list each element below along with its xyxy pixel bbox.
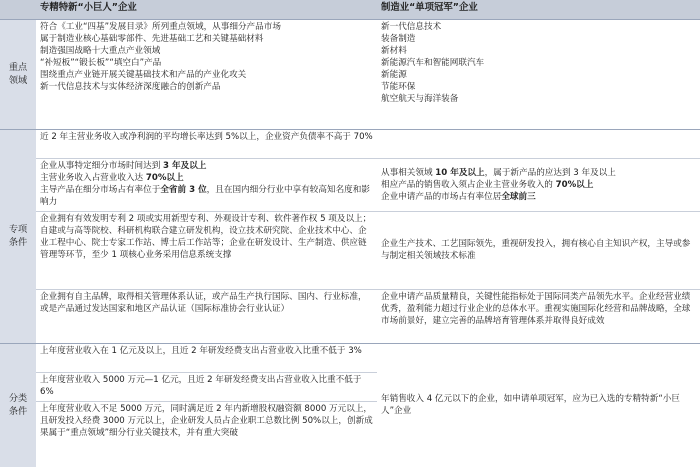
focus-left-item: 属于制造业核心基础零部件、先进基础工艺和关键基础材料 bbox=[40, 33, 373, 45]
special-row-4 bbox=[0, 290, 700, 344]
focus-left-item: 制造强国战略十大重点产业领域 bbox=[40, 45, 373, 57]
special-champion-tech-cell: 企业生产技术、工艺国际领先，重视研发投入，拥有核心自主知识产权，主导或参与制定相关领域技术标准 bbox=[377, 212, 700, 290]
focus-right-item: 新能源 bbox=[381, 69, 696, 81]
focus-right-item: 节能环保 bbox=[381, 81, 696, 93]
focus-left-item: 符合《工业“四基”发展目录》所列重点领域，从事细分产品市场 bbox=[40, 21, 373, 33]
focus-right-item: 新能源汽车和智能网联汽车 bbox=[381, 57, 696, 69]
special-innovation-cell: 企业拥有有效发明专利 2 项或实用新型专利、外观设计专利、软件著作权 5 项及以上；自建或与高等院校、科研机构联合建立研发机构，设立技术研究院、企业技术中心、企业工程中心、院士专家工作站、博士后工作站等；企业在研发设计、生产制造、供应链管理等环节，至少 1 项核心业务采用信息系统支撑 bbox=[36, 212, 377, 290]
header-single-champion: 制造业“单项冠军”企业 bbox=[377, 0, 700, 20]
special-row-2 bbox=[0, 159, 700, 212]
focus-left-item: 围绕重点产业链开展关键基础技术和产品的产业化攻关 bbox=[40, 69, 373, 81]
emphasis-text: 70%以上 bbox=[146, 173, 184, 183]
focus-right-item: 新一代信息技术 bbox=[381, 21, 696, 33]
special-market-cell: 企业从事特定细分市场时间达到 3 年及以上 主营业务收入占营业收入达 70%以上 主导产品在细分市场占有率位于全省前 3 位，且在国内细分行业中享有较高知名度和影响力 bbox=[36, 159, 377, 212]
special-row-3 bbox=[0, 212, 700, 290]
label-special-conditions: 专项 条件 bbox=[0, 130, 36, 344]
focus-row bbox=[0, 20, 700, 130]
category-champion-cell: 年销售收入 4 亿元以下的企业，如申请单项冠军，应为已入选的专精特新“小巨人”企业 bbox=[377, 344, 700, 467]
special-champion-quality-cell: 企业申请产品质量精良，关键性能指标处于国际同类产品领先水平。企业经营业绩优秀，盈利能力超过行业企业的总体水平。重视实施国际化经营和品牌战略，全球市场前景好，建立完善的品牌培育管理体系并取得良好成效 bbox=[377, 290, 700, 344]
focus-right-list bbox=[377, 20, 700, 130]
category-revenue-1e8-cell: 上年度营业收入在 1 亿元及以上，且近 2 年研发经费支出占营业收入比重不低于 3% bbox=[36, 344, 377, 373]
emphasis-text: 3 年及以上 bbox=[163, 161, 206, 171]
emphasis-text: 全省前 3 位 bbox=[160, 185, 206, 195]
header-little-giant: 专精特新“小巨人”企业 bbox=[36, 0, 377, 20]
special-brand-cell: 企业拥有自主品牌，取得相关管理体系认证，或产品生产执行国际、国内、行业标准，或是产品通过发达国家和地区产品认证（国际标准协会行业认证） bbox=[36, 290, 377, 344]
special-row-1 bbox=[0, 130, 700, 159]
special-growth-cell: 近 2 年主营业务收入或净利润的平均增长率达到 5%以上，企业资产负债率不高于 70% bbox=[36, 130, 377, 159]
focus-right-item: 航空航天与海洋装备 bbox=[381, 93, 696, 105]
category-revenue-5000w-cell: 上年度营业收入 5000 万元—1 亿元，且近 2 年研发经费支出占营业收入比重不低于 6% bbox=[36, 373, 377, 402]
label-category-conditions: 分类 条件 bbox=[0, 344, 36, 467]
focus-left-list bbox=[36, 20, 377, 130]
focus-left-item: 新一代信息技术与实体经济深度融合的创新产品 bbox=[40, 81, 373, 93]
focus-left-item: “补短板”“锻长板”“填空白”产品 bbox=[40, 57, 373, 69]
header-row bbox=[0, 0, 700, 20]
emphasis-text: 70%以上 bbox=[556, 180, 594, 190]
special-champion-market-cell: 从事相关领域 10 年及以上，属于新产品的应达到 3 年及以上 相应产品的销售收入须占企业主营业务收入的 70%以上 企业申请产品的市场占有率位居全球前三 bbox=[377, 159, 700, 212]
header-corner bbox=[0, 0, 36, 20]
focus-right-item: 新材料 bbox=[381, 45, 696, 57]
emphasis-text: 全球前三 bbox=[501, 192, 535, 202]
emphasis-text: 10 年及以上 bbox=[435, 168, 484, 178]
special-r1-right-empty bbox=[377, 130, 700, 159]
focus-right-item: 装备制造 bbox=[381, 33, 696, 45]
category-row-1 bbox=[0, 344, 700, 373]
label-focus-areas: 重点 领域 bbox=[0, 20, 36, 130]
category-revenue-under-5000w-cell: 上年度营业收入不足 5000 万元，同时满足近 2 年内新增股权融资额 8000 万元以上，且研发投入经费 3000 万元以上，企业研发人员占企业职工总数比例 50%以上，创新成果属于“重点领域”细分行业关键技术，并有重大突破 bbox=[36, 402, 377, 467]
